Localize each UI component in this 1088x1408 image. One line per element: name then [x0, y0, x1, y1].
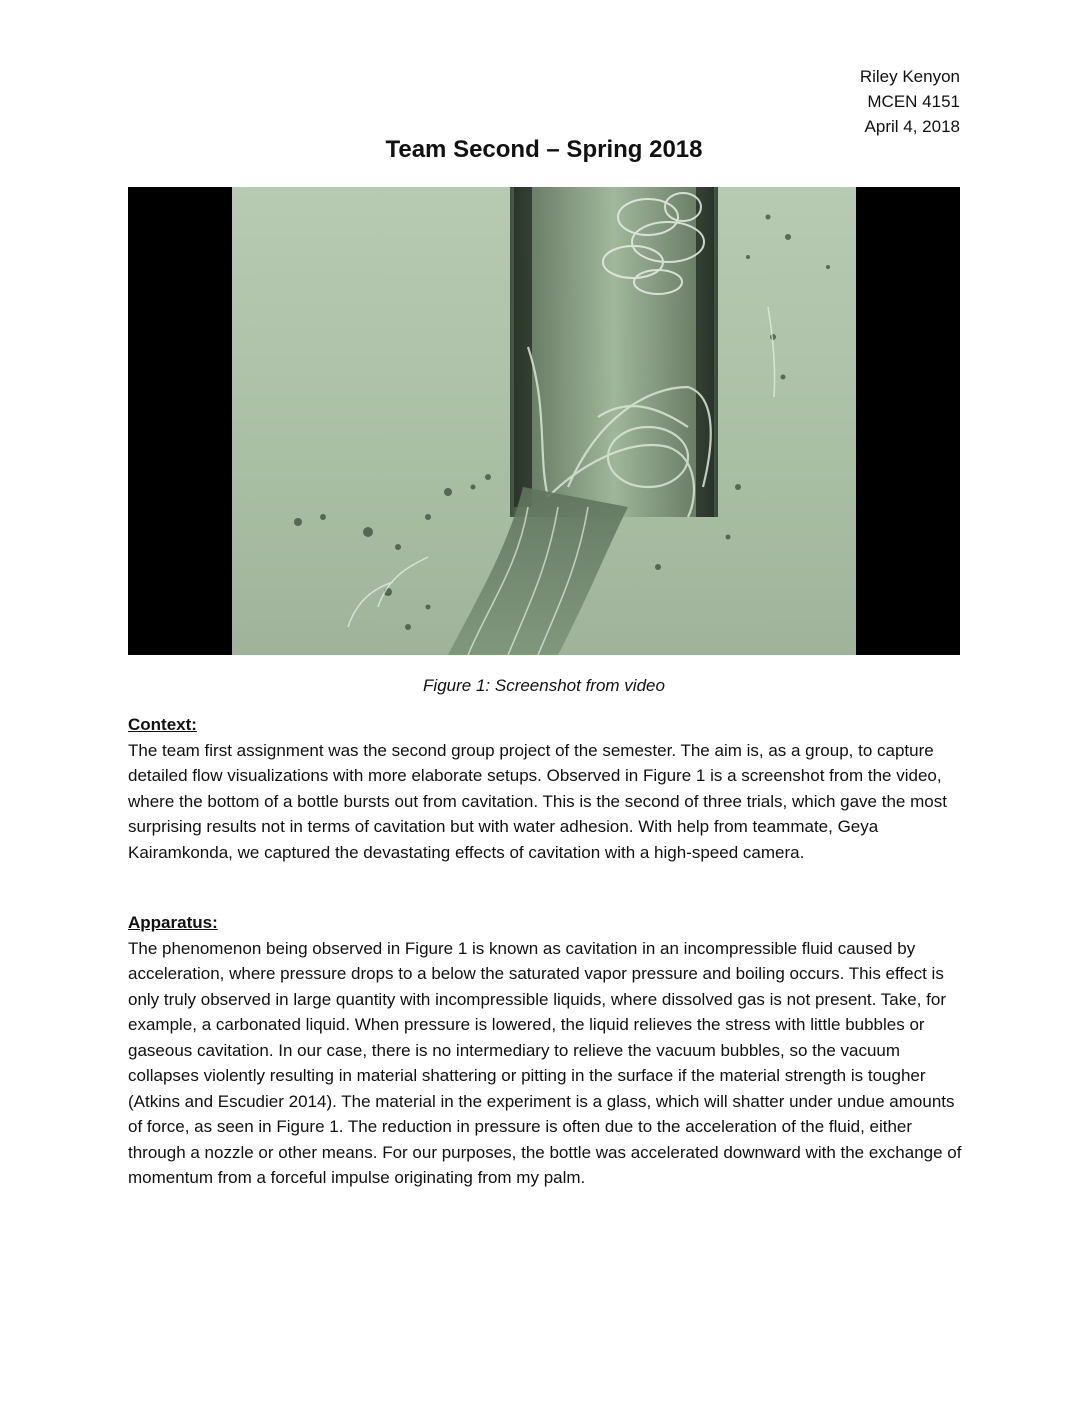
author-name: Riley Kenyon — [859, 67, 960, 86]
course-code: MCEN 4151 — [867, 92, 960, 111]
figure-video-screenshot — [128, 187, 960, 655]
apparatus-section — [128, 910, 964, 1191]
context-body: The team first assignment was the second group project of the semester. The aim is, as a group, to capture detailed flow visualizations with more elaborate setups. Observed in Figure 1 is a screenshot from the video, where the bottom of a bottle bursts out from cavitation. This is the second of three trials, which gave the most surprising results not in terms of cavitation but with water adhesion. With help from teammate, Geya Kairamkonda, we captured the devastating effects of cavitation with a high-speed camera. — [128, 740, 947, 862]
document-date: April 4, 2018 — [864, 117, 960, 136]
figure-caption: Figure 1: Screenshot from video — [423, 676, 665, 695]
document-title: Team Second – Spring 2018 — [385, 136, 703, 163]
apparatus-heading: Apparatus: — [128, 913, 218, 932]
letterbox-left — [128, 187, 232, 655]
apparatus-body: The phenomenon being observed in Figure 1 is known as cavitation in an incompressible fluid caused by acceleration, where pressure drops to a below the saturated vapor pressure and boiling occurs. This effect is only truly observed in large quantity with incompressible liquids, where dissolved gas is not present. Take, for example, a carbonated liquid. When pressure is lowered, the liquid relieves the stress with little bubbles or gaseous cavitation. In our case, there is no intermediary to relieve the vacuum bubbles, so the vacuum collapses violently resulting in material shattering or pitting in the surface if the material strength is tougher (Atkins and Escudier 2014). The material in the experiment is a glass, which will shatter under undue amounts of force, as seen in Figure 1. The reduction in pressure is often due to the acceleration of the fluid, either through a nozzle or other means. For our purposes, the bottle was accelerated downward with the exchange of momentum from a forceful impulse originating from my palm. — [128, 938, 962, 1187]
letterbox-right — [856, 187, 960, 655]
context-heading: Context: — [128, 715, 197, 734]
context-section — [128, 712, 964, 865]
author-block — [860, 64, 960, 139]
cavitation-photo — [128, 187, 960, 655]
